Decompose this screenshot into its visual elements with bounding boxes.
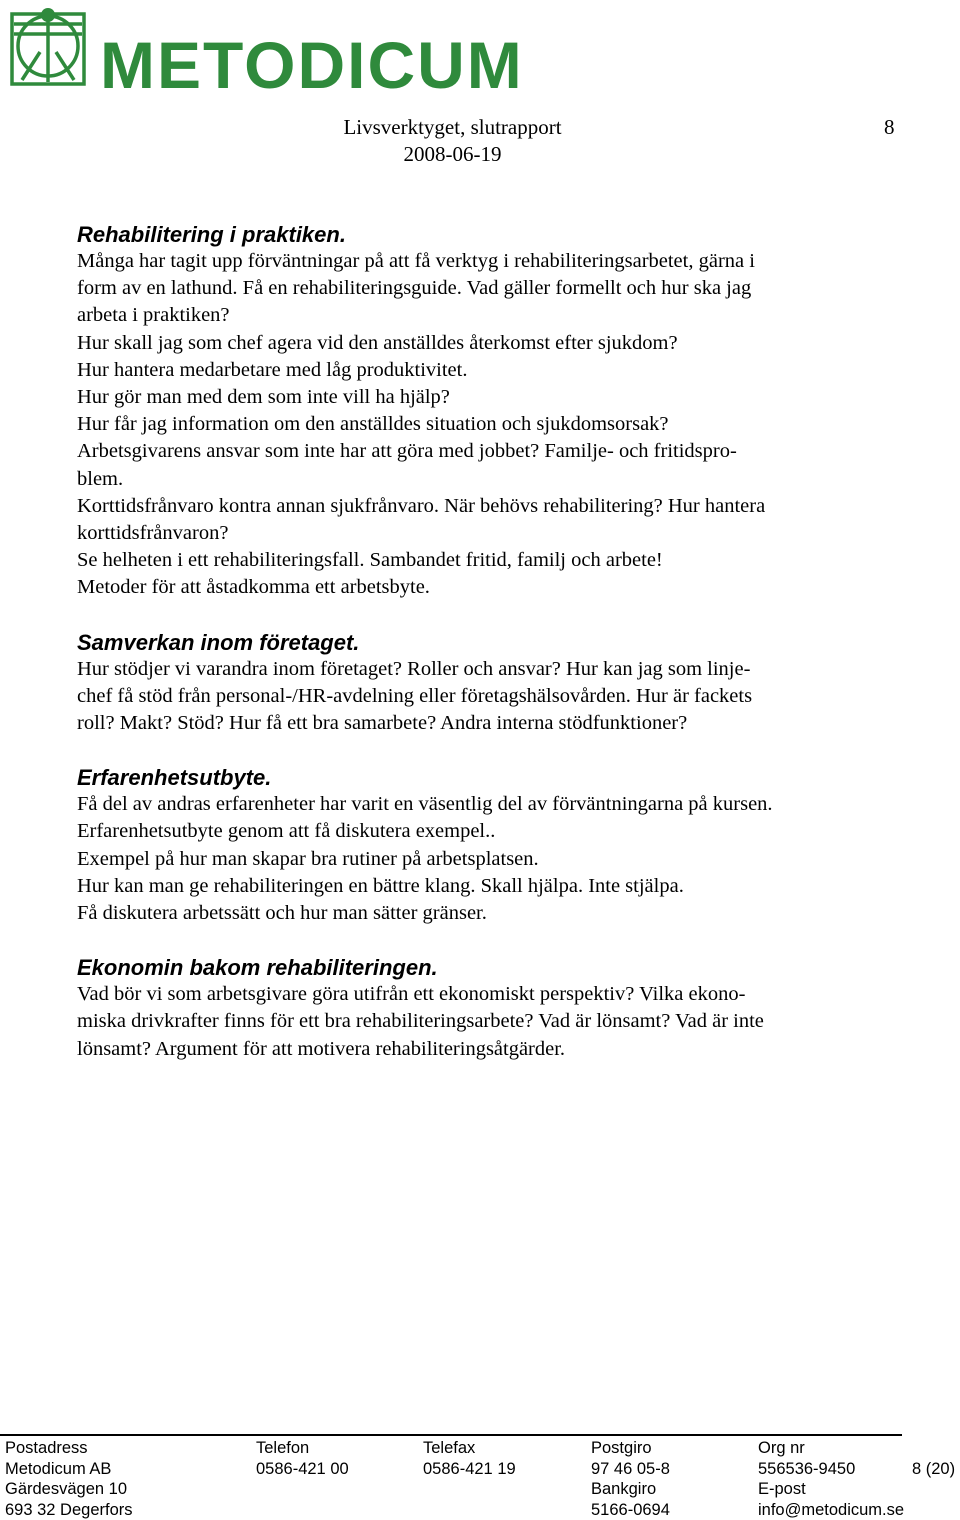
section-heading: Ekonomin bakom rehabiliteringen. [77, 955, 438, 981]
section [77, 221, 897, 602]
footer-value: Gärdesvägen 10 [5, 1480, 128, 1499]
footer-value: 5166-0694 [591, 1500, 670, 1519]
document-title: Livsverktyget, slutrapport [343, 115, 562, 139]
footer-column [591, 1438, 670, 1520]
section-heading: Rehabilitering i praktiken. [77, 222, 346, 247]
text-line: Hur skall jag som chef agera vid den anställdes återkomst efter sjukdom? [77, 331, 678, 354]
footer-value: 693 32 Degerfors [5, 1500, 133, 1519]
section [77, 954, 897, 1063]
document-title-block [330, 114, 575, 168]
section-heading: Erfarenhetsutbyte. [77, 765, 272, 791]
vitruvian-man-icon [8, 4, 88, 88]
footer-label: Bankgiro [591, 1480, 657, 1499]
section [77, 764, 897, 927]
footer-label: Telefax [423, 1439, 476, 1457]
footer-value: 556536-9450 [758, 1459, 856, 1478]
text-line: Hur får jag information om den anställdes situation och sjukdomsorsak? [77, 413, 669, 436]
footer-column [256, 1438, 349, 1479]
text-line: Se helheten i ett rehabiliteringsfall. Sambandet fritid, familj och arbete! [77, 549, 663, 572]
text-line: miska drivkrafter finns för ett bra rehabiliteringsarbete? Vad är lönsamt? Vad är inte [77, 1010, 764, 1033]
footer-value: Postadress [5, 1439, 88, 1457]
text-line: arbeta i praktiken? [77, 304, 230, 327]
main-content [77, 221, 897, 1090]
footer-column [5, 1438, 133, 1520]
text-line: blem. [77, 467, 124, 490]
text-line: Många har tagit upp förväntningar på att få verktyg i rehabiliteringsarbetet, gärna i [77, 250, 755, 272]
text-line: chef få stöd från personal-/HR-avdelning eller företagshälsovården. Hur är fackets [77, 684, 753, 707]
metodicum-logo [8, 4, 524, 102]
document-date: 2008-06-19 [403, 142, 502, 166]
page-number: 8 [884, 115, 895, 139]
text-line: Få diskutera arbetssätt och hur man sätter gränser. [77, 902, 487, 925]
text-line: roll? Makt? Stöd? Hur få ett bra samarbete? Andra interna stödfunktioner? [77, 712, 688, 735]
footer-label: Org nr [758, 1439, 805, 1457]
footer-column [758, 1438, 904, 1520]
footer-page-indicator: 8 (20) [912, 1459, 956, 1478]
section [77, 629, 897, 738]
footer-value[interactable]: info@metodicum.se [758, 1500, 905, 1519]
text-line: Arbetsgivarens ansvar som inte har att göra med jobbet? Familje- och fritidspro- [77, 440, 737, 463]
logo-wordmark: METODICUM [100, 28, 524, 102]
text-line: Exempel på hur man skapar bra rutiner på arbetsplatsen. [77, 847, 539, 870]
text-line: form av en lathund. Få en rehabiliteringsguide. Vad gäller formellt och hur ska jag [77, 277, 752, 300]
text-line: Korttidsfrånvaro kontra annan sjukfrånvaro. När behövs rehabilitering? Hur hantera [77, 494, 766, 517]
footer-label: E-post [758, 1480, 806, 1499]
text-line: Hur stödjer vi varandra inom företaget? Roller och ansvar? Hur kan jag som linje- [77, 657, 751, 680]
text-line: Vad bör vi som arbetsgivare göra utifrån ett ekonomiskt perspektiv? Vilka ekono- [77, 983, 746, 1006]
text-line: Hur gör man med dem som inte vill ha hjälp? [77, 386, 450, 409]
page-footer [0, 1434, 960, 1520]
footer-value: Metodicum AB [5, 1459, 112, 1478]
footer-value: 0586-421 19 [423, 1459, 516, 1478]
text-line: korttidsfrånvaron? [77, 522, 229, 545]
footer-value: 0586-421 00 [256, 1459, 349, 1478]
text-line: Få del av andras erfarenheter har varit en väsentlig del av förväntningarna på kursen. [77, 793, 773, 816]
section-heading: Samverkan inom företaget. [77, 629, 360, 655]
text-line: Hur hantera medarbetare med låg produktivitet. [77, 358, 468, 381]
text-line: lönsamt? Argument för att motivera rehabiliteringsåtgärder. [77, 1037, 566, 1060]
text-line: Metoder för att åstadkomma ett arbetsbyte. [77, 576, 430, 599]
footer-value: 97 46 05-8 [591, 1459, 670, 1478]
text-line: Hur kan man ge rehabiliteringen en bättre klang. Skall hjälpa. Inte stjälpa. [77, 874, 684, 897]
text-line: Erfarenhetsutbyte genom att få diskutera exempel.. [77, 820, 496, 843]
footer-label: Postgiro [591, 1439, 652, 1457]
footer-divider [0, 1434, 902, 1436]
footer-label: Telefon [256, 1439, 310, 1457]
footer-column [423, 1438, 516, 1479]
